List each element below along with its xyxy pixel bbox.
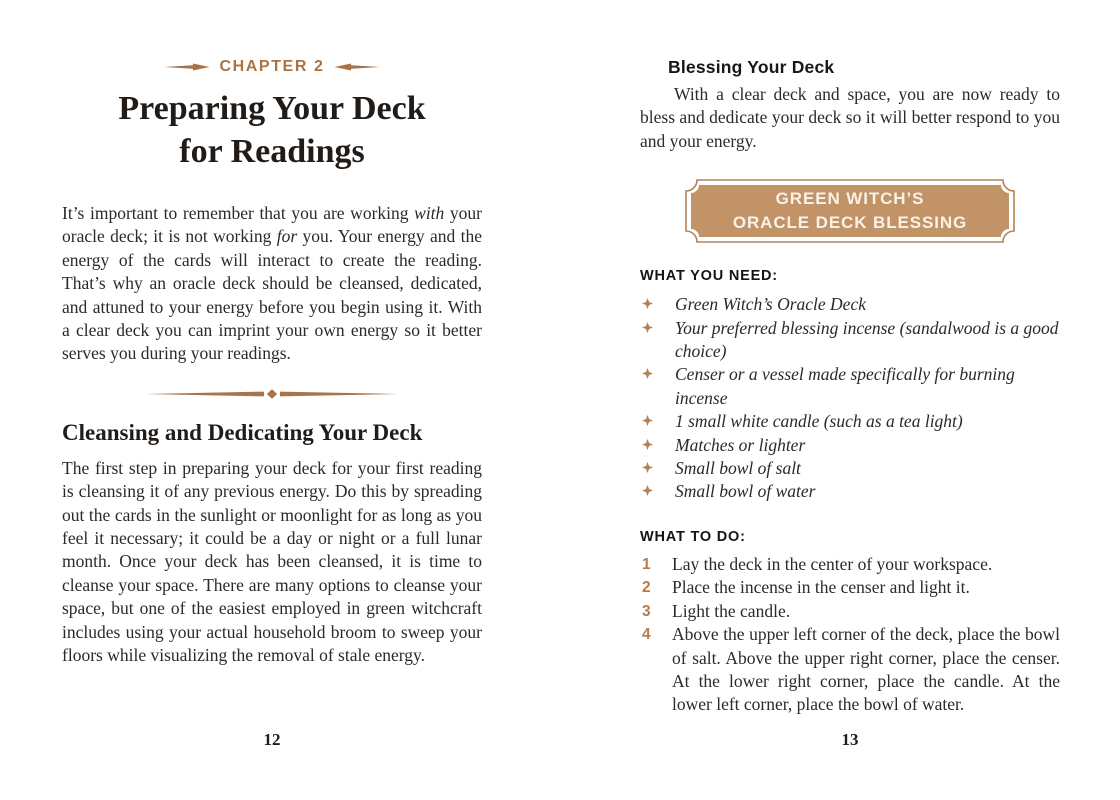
step-list-item (640, 623, 1060, 717)
supplies-list (640, 293, 1060, 504)
step-number: 2 (642, 579, 651, 597)
blessing-badge (685, 179, 1015, 243)
supply-list-item (640, 317, 1060, 364)
supply-list-item (640, 293, 1060, 316)
supply-list-item (640, 457, 1060, 480)
supply-list-item (640, 434, 1060, 457)
what-to-do-label: WHAT TO DO: (640, 528, 746, 545)
chapter-label: CHAPTER 2 (219, 58, 325, 75)
blessing-badge-wrap (640, 179, 1060, 243)
four-pointed-star-icon (640, 457, 675, 473)
chapter-arrow-right-icon (334, 62, 380, 72)
chapter-heading (62, 58, 482, 76)
blessing-badge-title (685, 179, 1015, 243)
section-divider (62, 387, 482, 401)
page-number-left: 12 (263, 730, 281, 749)
badge-line1: GREEN WITCH’S (775, 189, 925, 209)
diamond-rule-icon (142, 387, 402, 401)
step-list-item (640, 600, 1060, 623)
four-pointed-star-icon (640, 293, 675, 309)
supply-text: 1 small white candle (such as a tea light) (675, 411, 963, 432)
four-pointed-star-icon (640, 363, 675, 379)
step-list-item (640, 576, 1060, 599)
step-text: Light the candle. (672, 600, 791, 621)
step-text: Place the incense in the censer and light it. (672, 577, 970, 598)
step-text: Above the upper left corner of the deck, place the bowl of salt. Above the upper right corner, place the censer. At the lower right corner, place the candle. At the lower left corner, place the bowl of water. (672, 624, 1060, 715)
blessing-paragraph: With a clear deck and space, you are now ready to bless and dedicate your deck so it will better respond to you and your energy. (640, 84, 1060, 151)
what-you-need-label: WHAT YOU NEED: (640, 268, 778, 285)
four-pointed-star-icon (640, 434, 675, 450)
step-number: 1 (642, 555, 651, 573)
step-text: Lay the deck in the center of your workspace. (672, 553, 993, 574)
supply-list-item (640, 410, 1060, 433)
step-number: 4 (642, 626, 651, 644)
step-list-item (640, 553, 1060, 576)
blessing-heading: Blessing Your Deck (668, 57, 835, 77)
intro-paragraph: It’s important to remember that you are working with your oracle deck; it is not working for you. Your energy and the energy of the cards will interact to create the reading. That’s why an oracle deck should be cleansed, dedicated, and attuned to your energy before you begin using it. With a clear deck you can imprint your own energy so it better serves you during your readings. (62, 203, 482, 364)
supply-text: Green Witch’s Oracle Deck (675, 294, 866, 315)
supply-list-item (640, 480, 1060, 503)
supply-text: Small bowl of water (675, 481, 816, 502)
supply-text: Small bowl of salt (675, 458, 801, 479)
right-page (640, 0, 1060, 800)
section-paragraph: The first step in preparing your deck for your first reading is cleansing it of any previous energy. Do this by spreading out the cards in the sunlight or moonlight for as long as you feel it necessary; it could be a day or night or a full lunar month. Once your deck has been cleansed, it is time to cleanse your space. There are many options to cleanse your space, but one of the easiest employed in green witchcraft includes using your actual household broom to sweep your floors while visualizing the removal of stale energy. (62, 457, 482, 666)
four-pointed-star-icon (640, 317, 675, 333)
page-title-line1: Preparing Your Deck (118, 90, 426, 127)
four-pointed-star-icon (640, 410, 675, 426)
supply-text: Matches or lighter (675, 434, 806, 455)
step-number: 3 (642, 602, 651, 620)
page-number-right: 13 (841, 730, 859, 749)
supply-text: Censer or a vessel made specifically for burning incense (675, 364, 1015, 408)
four-pointed-star-icon (640, 480, 675, 496)
supply-text: Your preferred blessing incense (sandalwood is a good choice) (675, 317, 1059, 362)
supply-list-item (640, 363, 1060, 410)
section-heading: Cleansing and Dedicating Your Deck (62, 419, 423, 445)
chapter-arrow-left-icon (164, 62, 210, 72)
page-title-line2: for Readings (179, 133, 365, 170)
badge-line2: ORACLE DECK BLESSING (732, 213, 968, 233)
steps-list (640, 553, 1060, 717)
page-title (62, 87, 482, 173)
left-page (62, 0, 482, 800)
